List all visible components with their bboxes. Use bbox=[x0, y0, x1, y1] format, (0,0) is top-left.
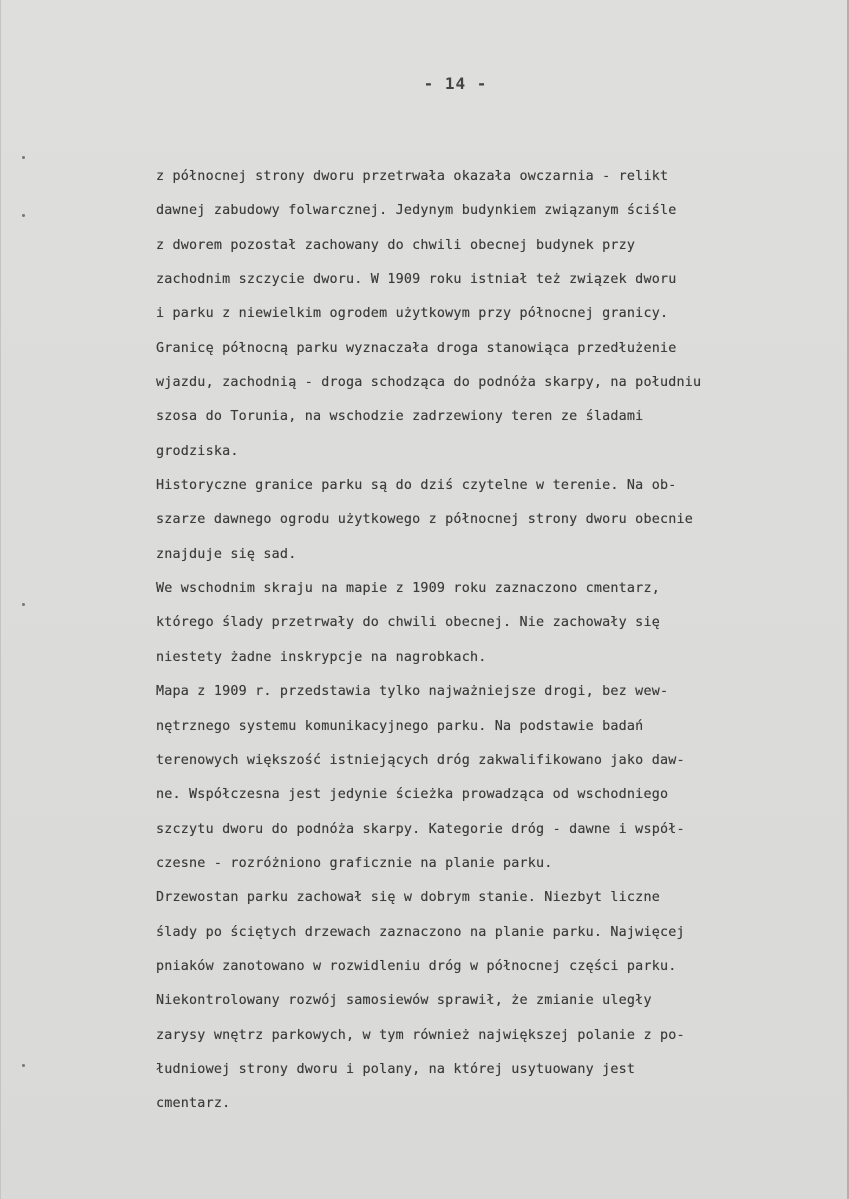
text-line: nętrznego systemu komunikacyjnego parku. Na podstawie badań bbox=[156, 718, 644, 734]
text-line: niestety żadne inskrypcje na nagrobkach. bbox=[156, 649, 487, 665]
text-line: z dworem pozostał zachowany do chwili obecnej budynek przy bbox=[156, 237, 636, 253]
margin-dot bbox=[22, 214, 25, 217]
text-line: zarysy wnętrz parkowych, w tym również największej polanie z po- bbox=[156, 1027, 685, 1043]
text-line: dawnej zabudowy folwarcznej. Jedynym budynkiem związanym ściśle bbox=[156, 203, 677, 219]
text-line: We wschodnim skraju na mapie z 1909 roku zaznaczono cmentarz, bbox=[156, 581, 660, 597]
text-line: i parku z niewielkim ogrodem użytkowym przy północnej granicy. bbox=[156, 306, 669, 322]
text-line: łudniowej strony dworu i polany, na której usytuowany jest bbox=[156, 1061, 636, 1077]
text-line: czesne - rozróżniono graficznie na planie parku. bbox=[156, 855, 553, 871]
text-line: ne. Współczesna jest jedynie ścieżka prowadząca od wschodniego bbox=[156, 787, 669, 803]
margin-dot bbox=[22, 603, 25, 606]
text-line: zachodnim szczycie dworu. W 1909 roku istniał też związek dworu bbox=[156, 272, 677, 288]
text-line: cmentarz. bbox=[156, 1096, 231, 1112]
text-line: ślady po ściętych drzewach zaznaczono na planie parku. Najwięcej bbox=[156, 924, 685, 940]
text-line: Niekontrolowany rozwój samosiewów sprawił, że zmianie uległy bbox=[156, 993, 652, 1009]
text-line: szczytu dworu do podnóża skarpy. Kategorie dróg - dawne i współ- bbox=[156, 821, 685, 837]
text-line: znajduje się sad. bbox=[156, 546, 297, 562]
body-text bbox=[156, 160, 836, 1122]
text-line: szarze dawnego ogrodu użytkowego z północnej strony dworu obecnie bbox=[156, 512, 694, 528]
text-line: wjazdu, zachodnią - droga schodząca do podnóża skarpy, na południu bbox=[156, 375, 702, 391]
page-left-edge bbox=[0, 0, 1, 1199]
text-line: Granicę północną parku wyznaczała droga stanowiąca przedłużenie bbox=[156, 340, 677, 356]
text-line: Drzewostan parku zachował się w dobrym stanie. Niezbyt liczne bbox=[156, 890, 660, 906]
margin-dot bbox=[22, 1064, 25, 1067]
text-line: grodziska. bbox=[156, 443, 239, 459]
text-line: którego ślady przetrwały do chwili obecnej. Nie zachowały się bbox=[156, 615, 660, 631]
text-line: Historyczne granice parku są do dziś czytelne w terenie. Na ob- bbox=[156, 478, 677, 494]
text-line: Mapa z 1909 r. przedstawia tylko najważniejsze drogi, bez wew- bbox=[156, 684, 669, 700]
margin-dot bbox=[22, 156, 25, 159]
text-line: szosa do Torunia, na wschodzie zadrzewiony teren ze śladami bbox=[156, 409, 644, 425]
text-line: z północnej strony dworu przetrwała okazała owczarnia - relikt bbox=[156, 169, 669, 184]
text-line: terenowych większość istniejących dróg zakwalifikowano jako daw- bbox=[156, 752, 685, 768]
page-number: - 14 - bbox=[423, 74, 488, 93]
text-line: pniaków zanotowano w rozwidleniu dróg w północnej części parku. bbox=[156, 958, 677, 974]
